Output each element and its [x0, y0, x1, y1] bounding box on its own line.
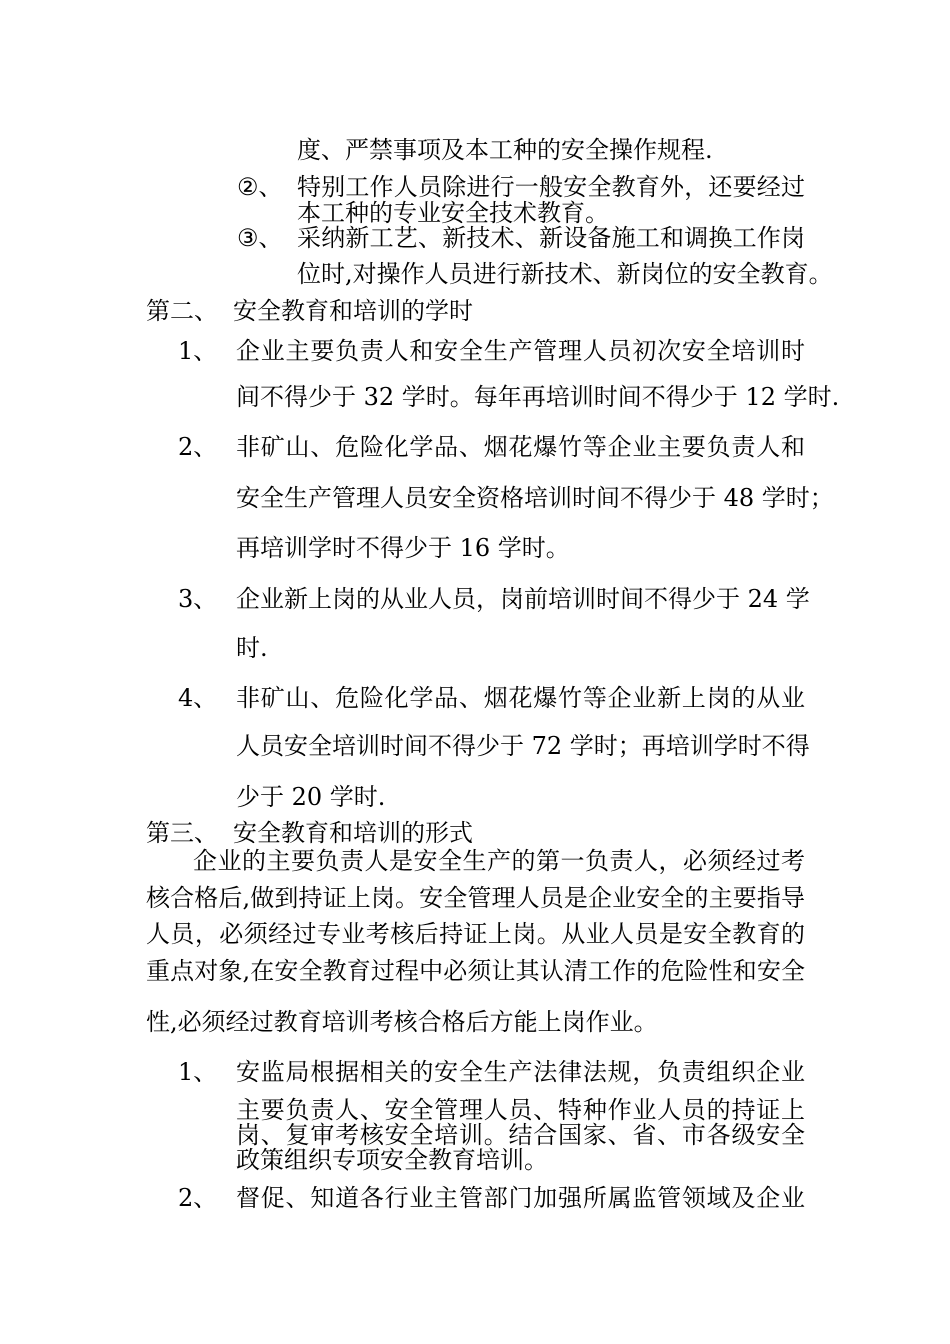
text-line: 人员安全培训时间不得少于 72 学时；再培训学时不得	[236, 732, 810, 760]
list-marker: ③、	[237, 224, 283, 252]
text-line: 位时,对操作人员进行新技术、新岗位的安全教育。	[297, 260, 833, 288]
text-line: 企业主要负责人和安全生产管理人员初次安全培训时	[236, 337, 805, 365]
list-marker: 2、	[178, 1184, 218, 1212]
text-line: 时.	[236, 634, 268, 662]
paragraph-line: 性,必须经过教育培训考核合格后方能上岗作业。	[146, 1008, 658, 1036]
text-line: 少于 20 学时.	[236, 783, 386, 811]
text-line: 再培训学时不得少于 16 学时。	[236, 534, 570, 562]
text-line: 安全生产管理人员安全资格培训时间不得少于 48 学时；	[236, 484, 834, 512]
paragraph-line: 人员，必须经过专业考核后持证上岗。从业人员是安全教育的	[146, 920, 805, 948]
text-line: 本工种的专业安全技术教育。	[297, 199, 609, 227]
text-line: 督促、知道各行业主管部门加强所属监管领域及企业	[236, 1184, 805, 1212]
paragraph-line: 核合格后,做到持证上岗。安全管理人员是企业安全的主要指导	[146, 884, 805, 912]
list-marker: ②、	[237, 173, 283, 201]
text-line: 主要负责人、安全管理人员、特种作业人员的持证上	[236, 1096, 805, 1124]
text-line: 非矿山、危险化学品、烟花爆竹等企业新上岗的从业	[236, 684, 805, 712]
paragraph-line: 重点对象,在安全教育过程中必须让其认清工作的危险性和安全	[146, 957, 805, 985]
text-line: 安监局根据相关的安全生产法律法规，负责组织企业	[236, 1058, 805, 1086]
section-marker: 第三、	[146, 819, 218, 847]
text-line: 采纳新工艺、新技术、新设备施工和调换工作岗	[297, 224, 805, 252]
text-line: 间不得少于 32 学时。每年再培训时间不得少于 12 学时.	[236, 383, 840, 411]
text-line: 特别工作人员除进行一般安全教育外，还要经过	[297, 173, 805, 201]
text-line: 非矿山、危险化学品、烟花爆竹等企业主要负责人和	[236, 433, 805, 461]
paragraph-line: 企业的主要负责人是安全生产的第一负责人，必须经过考	[193, 847, 805, 875]
text-line: 岗、复审考核安全培训。结合国家、省、市各级安全	[236, 1121, 805, 1149]
list-marker: 1、	[178, 1058, 218, 1086]
text-line: 政策组织专项安全教育培训。	[236, 1146, 548, 1174]
text-line: 度、严禁事项及本工种的安全操作规程.	[297, 136, 713, 164]
section-marker: 第二、	[146, 297, 218, 325]
section-heading: 安全教育和培训的形式	[233, 819, 473, 847]
list-marker: 2、	[178, 433, 218, 461]
list-marker: 4、	[178, 684, 218, 712]
list-marker: 1、	[178, 337, 218, 365]
list-marker: 3、	[178, 585, 218, 613]
text-line: 企业新上岗的从业人员，岗前培训时间不得少于 24 学	[236, 585, 810, 613]
section-heading: 安全教育和培训的学时	[233, 297, 473, 325]
